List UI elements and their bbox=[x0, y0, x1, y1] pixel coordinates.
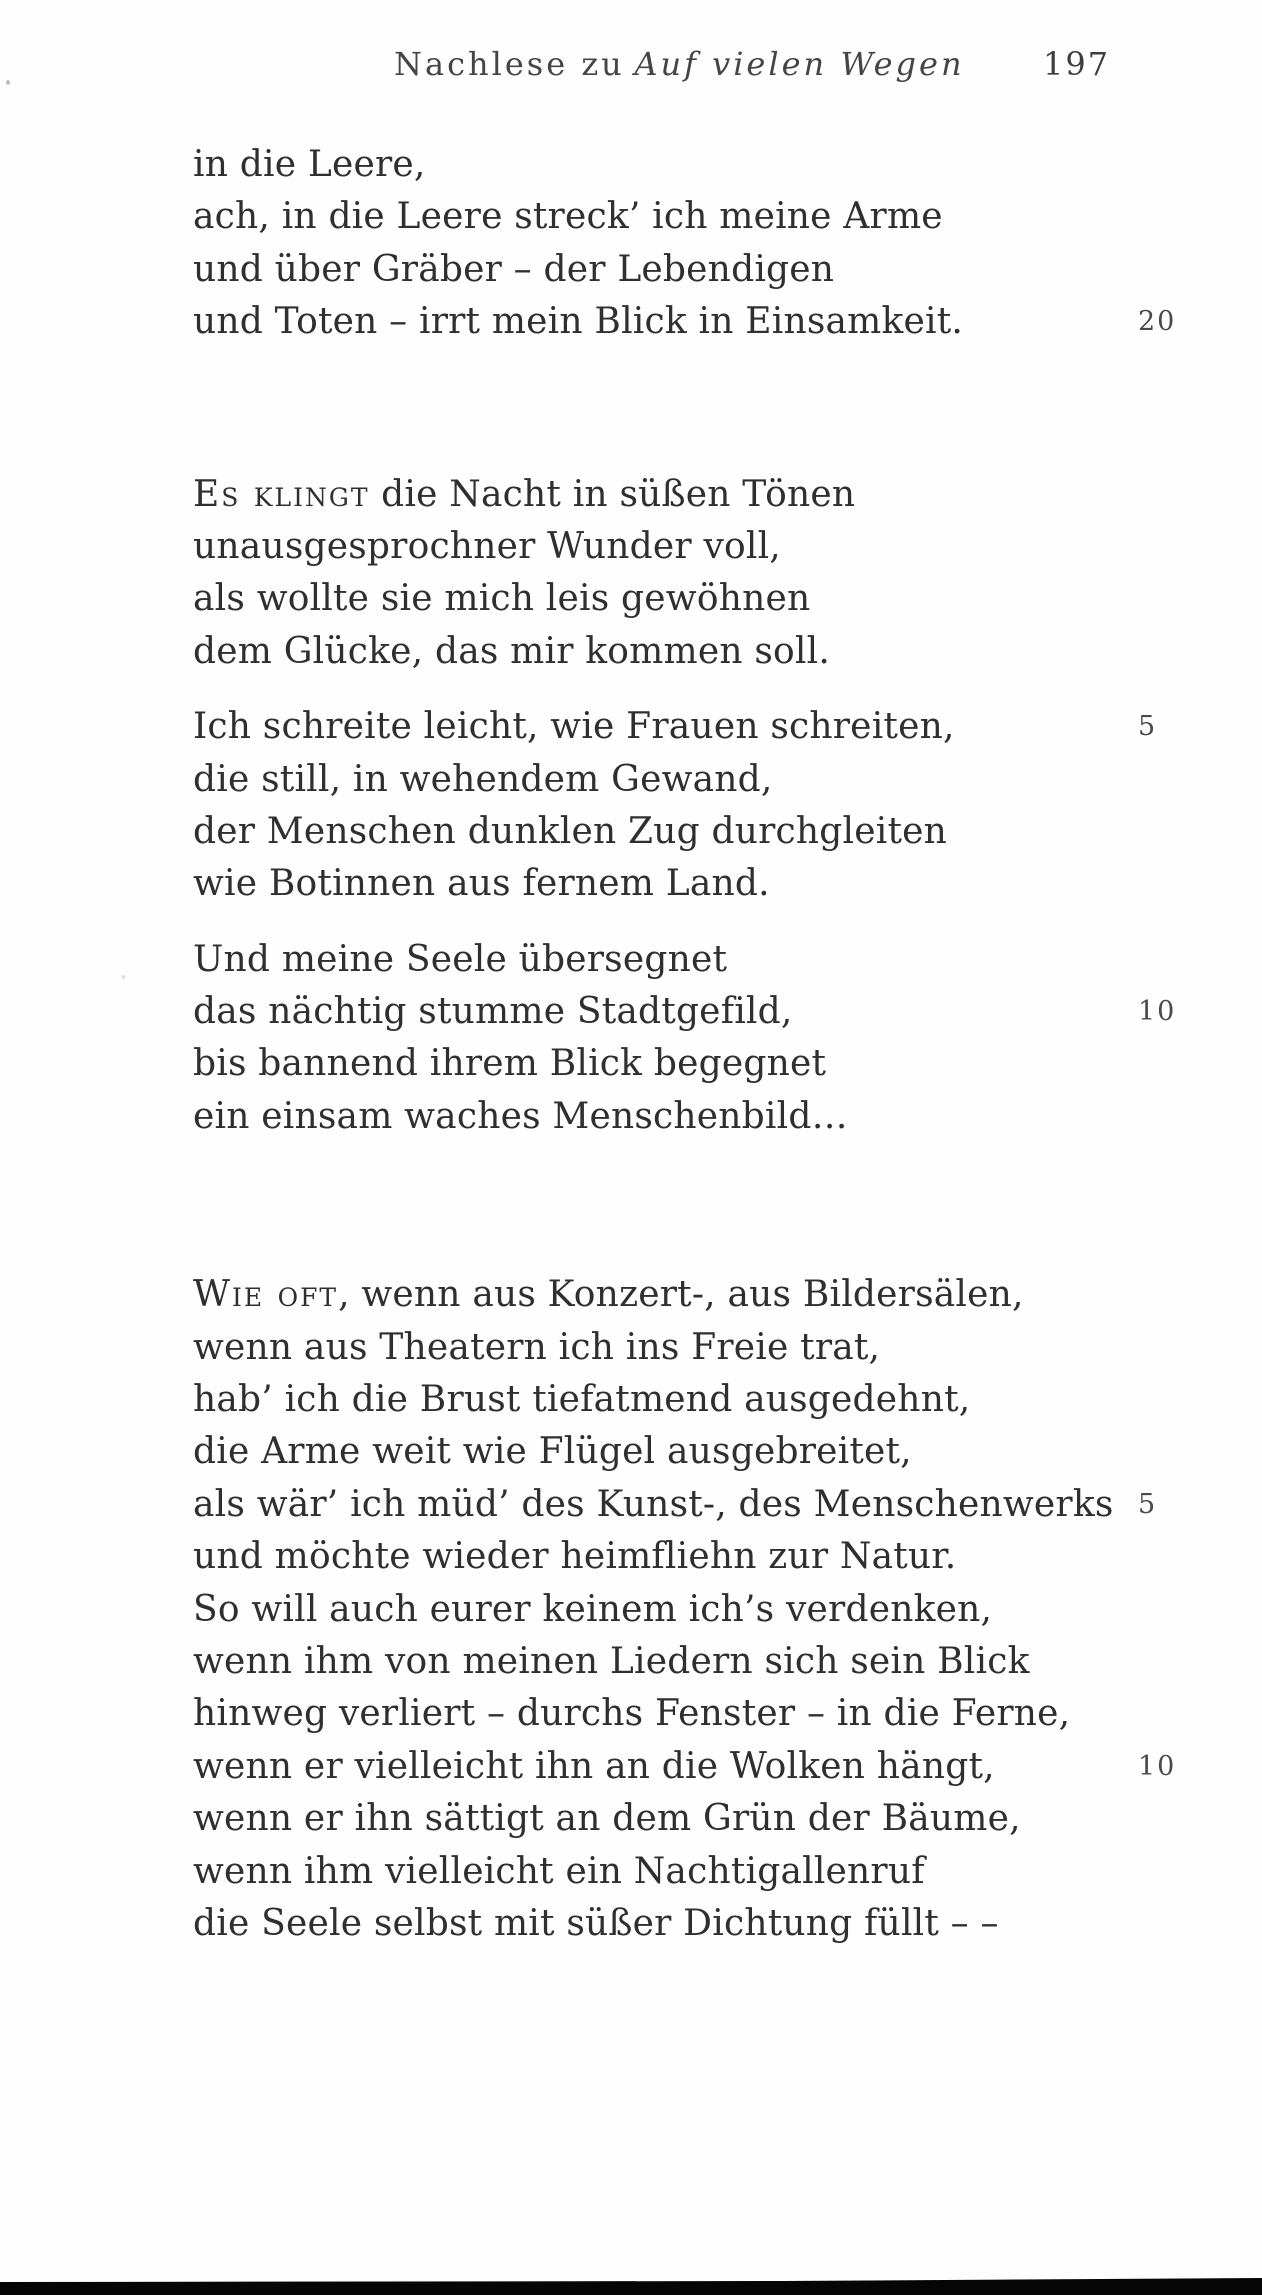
poem-line bbox=[193, 1374, 1203, 1426]
line-text: in die Leere, bbox=[193, 144, 426, 185]
poem-line bbox=[193, 296, 1203, 348]
line-number: 10 bbox=[1138, 996, 1177, 1028]
poem-line bbox=[193, 1269, 1203, 1321]
poem-line bbox=[193, 1531, 1203, 1583]
smallcaps-incipit: Wie oft bbox=[193, 1274, 339, 1316]
line-number: 10 bbox=[1138, 1750, 1177, 1782]
line-text: und möchte wieder heimfliehn zur Natur. bbox=[193, 1536, 957, 1578]
stanza bbox=[193, 934, 1203, 1144]
poem-line bbox=[193, 191, 1203, 243]
running-title-roman: Nachlese zu bbox=[394, 45, 625, 83]
stanza bbox=[193, 139, 1203, 349]
line-number: 20 bbox=[1138, 306, 1177, 338]
line-text: Und meine Seele übersegnet bbox=[193, 938, 728, 980]
poem-line bbox=[193, 806, 1203, 858]
stanza bbox=[193, 701, 1203, 911]
poem-line bbox=[193, 1584, 1203, 1636]
stanza bbox=[193, 1269, 1203, 1950]
line-text: der Menschen dunklen Zug durchgleiten bbox=[193, 810, 947, 852]
scan-speck bbox=[122, 975, 125, 979]
poem-line bbox=[193, 573, 1203, 625]
line-text: ach, in die Leere streck’ ich meine Arme bbox=[193, 196, 943, 238]
line-number: 5 bbox=[1138, 1488, 1158, 1520]
stanza bbox=[193, 469, 1203, 679]
line-text: wenn er vielleicht ihn an die Wolken hängt, bbox=[193, 1745, 995, 1787]
poem-line bbox=[193, 469, 1203, 521]
line-text: und über Gräber – der Lebendigen bbox=[193, 248, 835, 290]
poem-line bbox=[193, 1091, 1203, 1143]
poem-line bbox=[193, 139, 1203, 191]
line-text: wie Botinnen aus fernem Land. bbox=[193, 863, 770, 905]
poem-line bbox=[193, 1688, 1203, 1740]
line-text: die Seele selbst mit süßer Dichtung füllt – – bbox=[193, 1902, 999, 1944]
scan-speck bbox=[6, 80, 10, 85]
line-text: die still, in wehendem Gewand, bbox=[193, 758, 773, 800]
poem-line bbox=[193, 754, 1203, 806]
line-number: 5 bbox=[1138, 711, 1158, 743]
line-text: ein einsam waches Menschenbild… bbox=[193, 1095, 848, 1137]
poem-line bbox=[193, 521, 1203, 573]
poem-line bbox=[193, 858, 1203, 910]
poem-line bbox=[193, 934, 1203, 986]
line-text: unausgesprochner Wunder voll, bbox=[193, 525, 781, 567]
poem bbox=[193, 1269, 1203, 1950]
running-header bbox=[394, 44, 965, 84]
line-text: Ich schreite leicht, wie Frauen schreiten, bbox=[193, 706, 955, 748]
line-text: dem Glücke, das mir kommen soll. bbox=[193, 630, 830, 672]
poem-line bbox=[193, 1793, 1203, 1845]
poem-line bbox=[193, 1322, 1203, 1374]
line-text: die Arme weit wie Flügel ausgebreitet, bbox=[193, 1431, 912, 1473]
smallcaps-incipit: Es klingt bbox=[193, 473, 370, 515]
line-text: hab’ ich die Brust tiefatmend ausgedehnt, bbox=[193, 1379, 971, 1421]
scan-artifact-bar bbox=[0, 2277, 1262, 2295]
page-number: 197 bbox=[1043, 45, 1111, 83]
poem-line bbox=[193, 244, 1203, 296]
poem-line bbox=[193, 701, 1203, 753]
line-text: bis bannend ihrem Blick begegnet bbox=[193, 1043, 827, 1085]
line-text: wenn ihm vielleicht ein Nachtigallenruf bbox=[193, 1850, 925, 1892]
poem-line bbox=[193, 1636, 1203, 1688]
poem-line bbox=[193, 626, 1203, 678]
line-text: , wenn aus Konzert-, aus Bildersälen, bbox=[338, 1274, 1024, 1316]
line-text: wenn aus Theatern ich ins Freie trat, bbox=[193, 1326, 881, 1368]
line-text: als wär’ ich müd’ des Kunst-, des Menschenwerks bbox=[193, 1483, 1114, 1525]
line-text: wenn ihm von meinen Liedern sich sein Blick bbox=[193, 1640, 1030, 1682]
running-title-italic: Auf vielen Wegen bbox=[634, 45, 965, 83]
poem-line bbox=[193, 1898, 1203, 1950]
poem-line bbox=[193, 1426, 1203, 1478]
line-text: So will auch eurer keinem ich’s verdenken, bbox=[193, 1588, 993, 1630]
line-text: wenn er ihn sättigt an dem Grün der Bäume, bbox=[193, 1798, 1021, 1840]
poem bbox=[193, 469, 1203, 1144]
line-text: das nächtig stumme Stadtgefild, bbox=[193, 991, 793, 1033]
line-text: als wollte sie mich leis gewöhnen bbox=[193, 578, 811, 620]
line-text: und Toten – irrt mein Blick in Einsamkeit. bbox=[193, 301, 964, 343]
poem-line bbox=[193, 1741, 1203, 1793]
poems bbox=[193, 139, 1203, 1950]
poem bbox=[193, 139, 1203, 349]
poem-line bbox=[193, 1846, 1203, 1898]
poem-line bbox=[193, 1038, 1203, 1090]
line-text: die Nacht in süßen Tönen bbox=[369, 473, 856, 515]
poem-line bbox=[193, 1479, 1203, 1531]
line-text: hinweg verliert – durchs Fenster – in die Ferne, bbox=[193, 1693, 1071, 1735]
poem-line bbox=[193, 986, 1203, 1038]
